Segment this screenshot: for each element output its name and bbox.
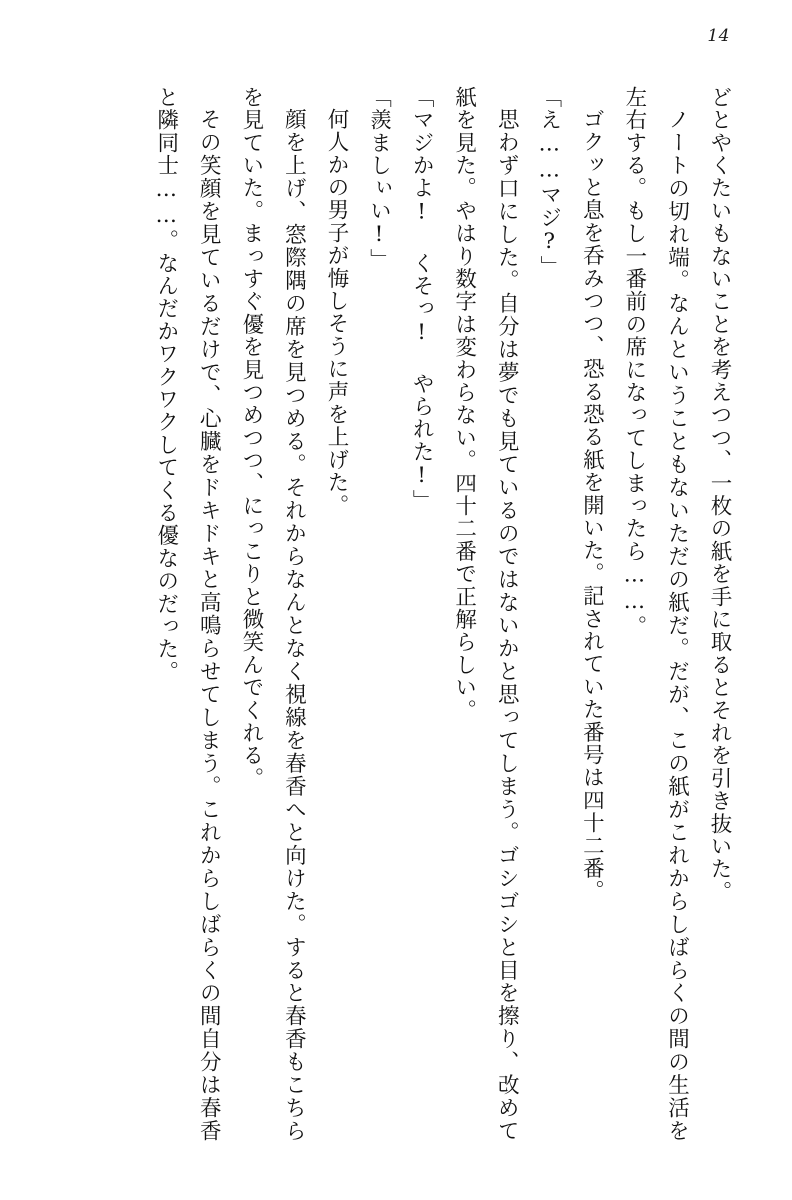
paragraph: 何人かの男子が悔しそうに声を上げた。 — [323, 107, 349, 517]
paragraph: ゴクッと息を呑みつつ、恐る恐る紙を開いた。記されていた番号は四十二番。 — [579, 107, 605, 903]
page-number: 14 — [707, 26, 730, 46]
paragraph: どとやくたいもないことを考えつつ、一枚の紙を手に取るとそれを引き抜いた。 — [707, 86, 732, 904]
paragraph: その笑顔を見ているだけで、心臓をドキドキと高鳴らせてしまう。これからしばらくの間自分は春香と隣同士……。なんだかワクワクしてくる優なのだった。 — [153, 86, 222, 1142]
paragraph-dialogue: 「マジかよ! くそっ! やられた!」 — [409, 86, 435, 513]
paragraph-dialogue: 「羨ましぃい!」 — [366, 86, 392, 272]
paragraph: 顔を上げ、窓際隅の席を見つめる。それからなんとなく視線を春香へと向けた。すると春香もこちらを見ていた。まっすぐ優を見つめつつ、にっこりと微笑んでくれる。 — [238, 86, 307, 1142]
paragraph: ノートの切れ端。なんということもないただの紙だ。だが、この紙がこれからしばらくの間の生活を左右する。もし一番前の席になってしまったら……。 — [621, 86, 690, 1142]
paragraph: 思わず口にした。自分は夢でも見ているのではないかと思ってしまう。ゴシゴシと目を擦り、改めて紙を見た。やはり数字は変わらない。四十二番で正解らしい。 — [451, 86, 520, 1142]
vertical-text-body — [120, 86, 740, 1142]
paragraph-dialogue: 「え……マジ?」 — [536, 86, 562, 279]
